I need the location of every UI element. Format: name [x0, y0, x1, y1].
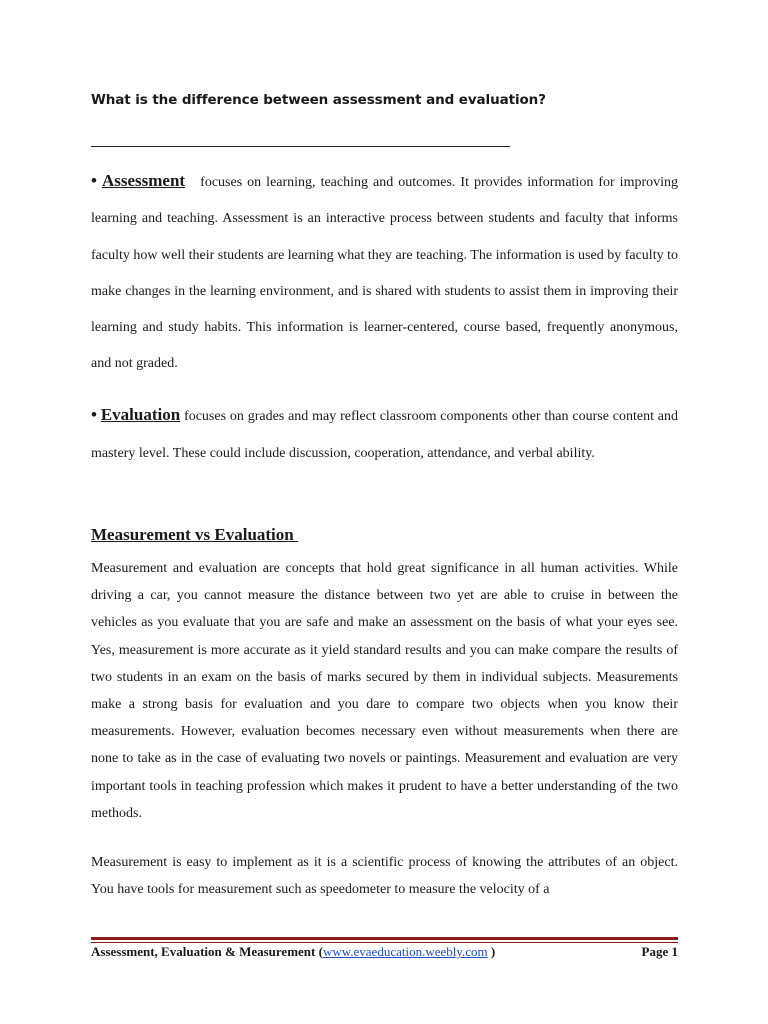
title-underline	[91, 146, 510, 147]
assessment-term: Assessment	[101, 171, 186, 190]
section-heading: Measurement vs Evaluation	[91, 525, 298, 544]
footer-rule-thick	[91, 937, 678, 940]
assessment-paragraph	[91, 163, 678, 383]
measurement-paragraph-2: Measurement is easy to implement as it is a scientific process of knowing the attributes of an object. You have tools for measurement such as speedometer to measure the velocity of a	[91, 855, 678, 897]
measurement-paragraph-1: Measurement and evaluation are concepts that hold great significance in all human activities. While driving a car, you cannot measure the distance between two yet are able to cruise in between the vehicles as you evaluate that you are safe and make an assessment on the basis of what your eyes see. Yes, measurement is more accurate as it yield standard results and you can make compare the results of two students in an exam on the basis of marks secured by them in individual subjects. Measurements make a strong basis for evaluation and you dare to compare two objects when you know their measurements. However, evaluation becomes necessary even without measurements when there are none to take as in the case of evaluating two novels or paintings. Measurement and evaluation are very important tools in teaching profession which makes it prudent to have a better understanding of the two methods.	[91, 561, 678, 821]
bullet-icon: •	[91, 405, 97, 424]
page-footer	[91, 944, 678, 960]
footer-website-link[interactable]: www.evaeducation.weebly.com	[322, 944, 488, 959]
footer-text-before-link: Assessment, Evaluation & Measurement (	[91, 944, 323, 959]
evaluation-term: Evaluation	[100, 405, 181, 424]
evaluation-text: focuses on grades and may reflect classroom components other than course content and mastery level. These could include discussion, cooperation, attendance, and verbal ability.	[91, 409, 679, 461]
footer-title	[91, 944, 495, 960]
page-title: What is the difference between assessment and evaluation?	[91, 92, 546, 108]
evaluation-paragraph	[91, 396, 678, 472]
footer-rule-thin	[91, 942, 678, 943]
assessment-text: focuses on learning, teaching and outcomes. It provides information for improving learning and teaching. Assessment is an interactive process between students and faculty that informs faculty how well their students are learning what they are teaching. The information is used by faculty to make changes in the learning environment, and is shared with students to assist them in improving their learning and study habits. This information is learner-centered, course based, frequently anonymous, and not graded.	[91, 175, 679, 372]
footer-text-after-link: )	[487, 944, 496, 959]
bullet-icon: •	[91, 171, 97, 190]
page-number: Page 1	[641, 944, 678, 959]
